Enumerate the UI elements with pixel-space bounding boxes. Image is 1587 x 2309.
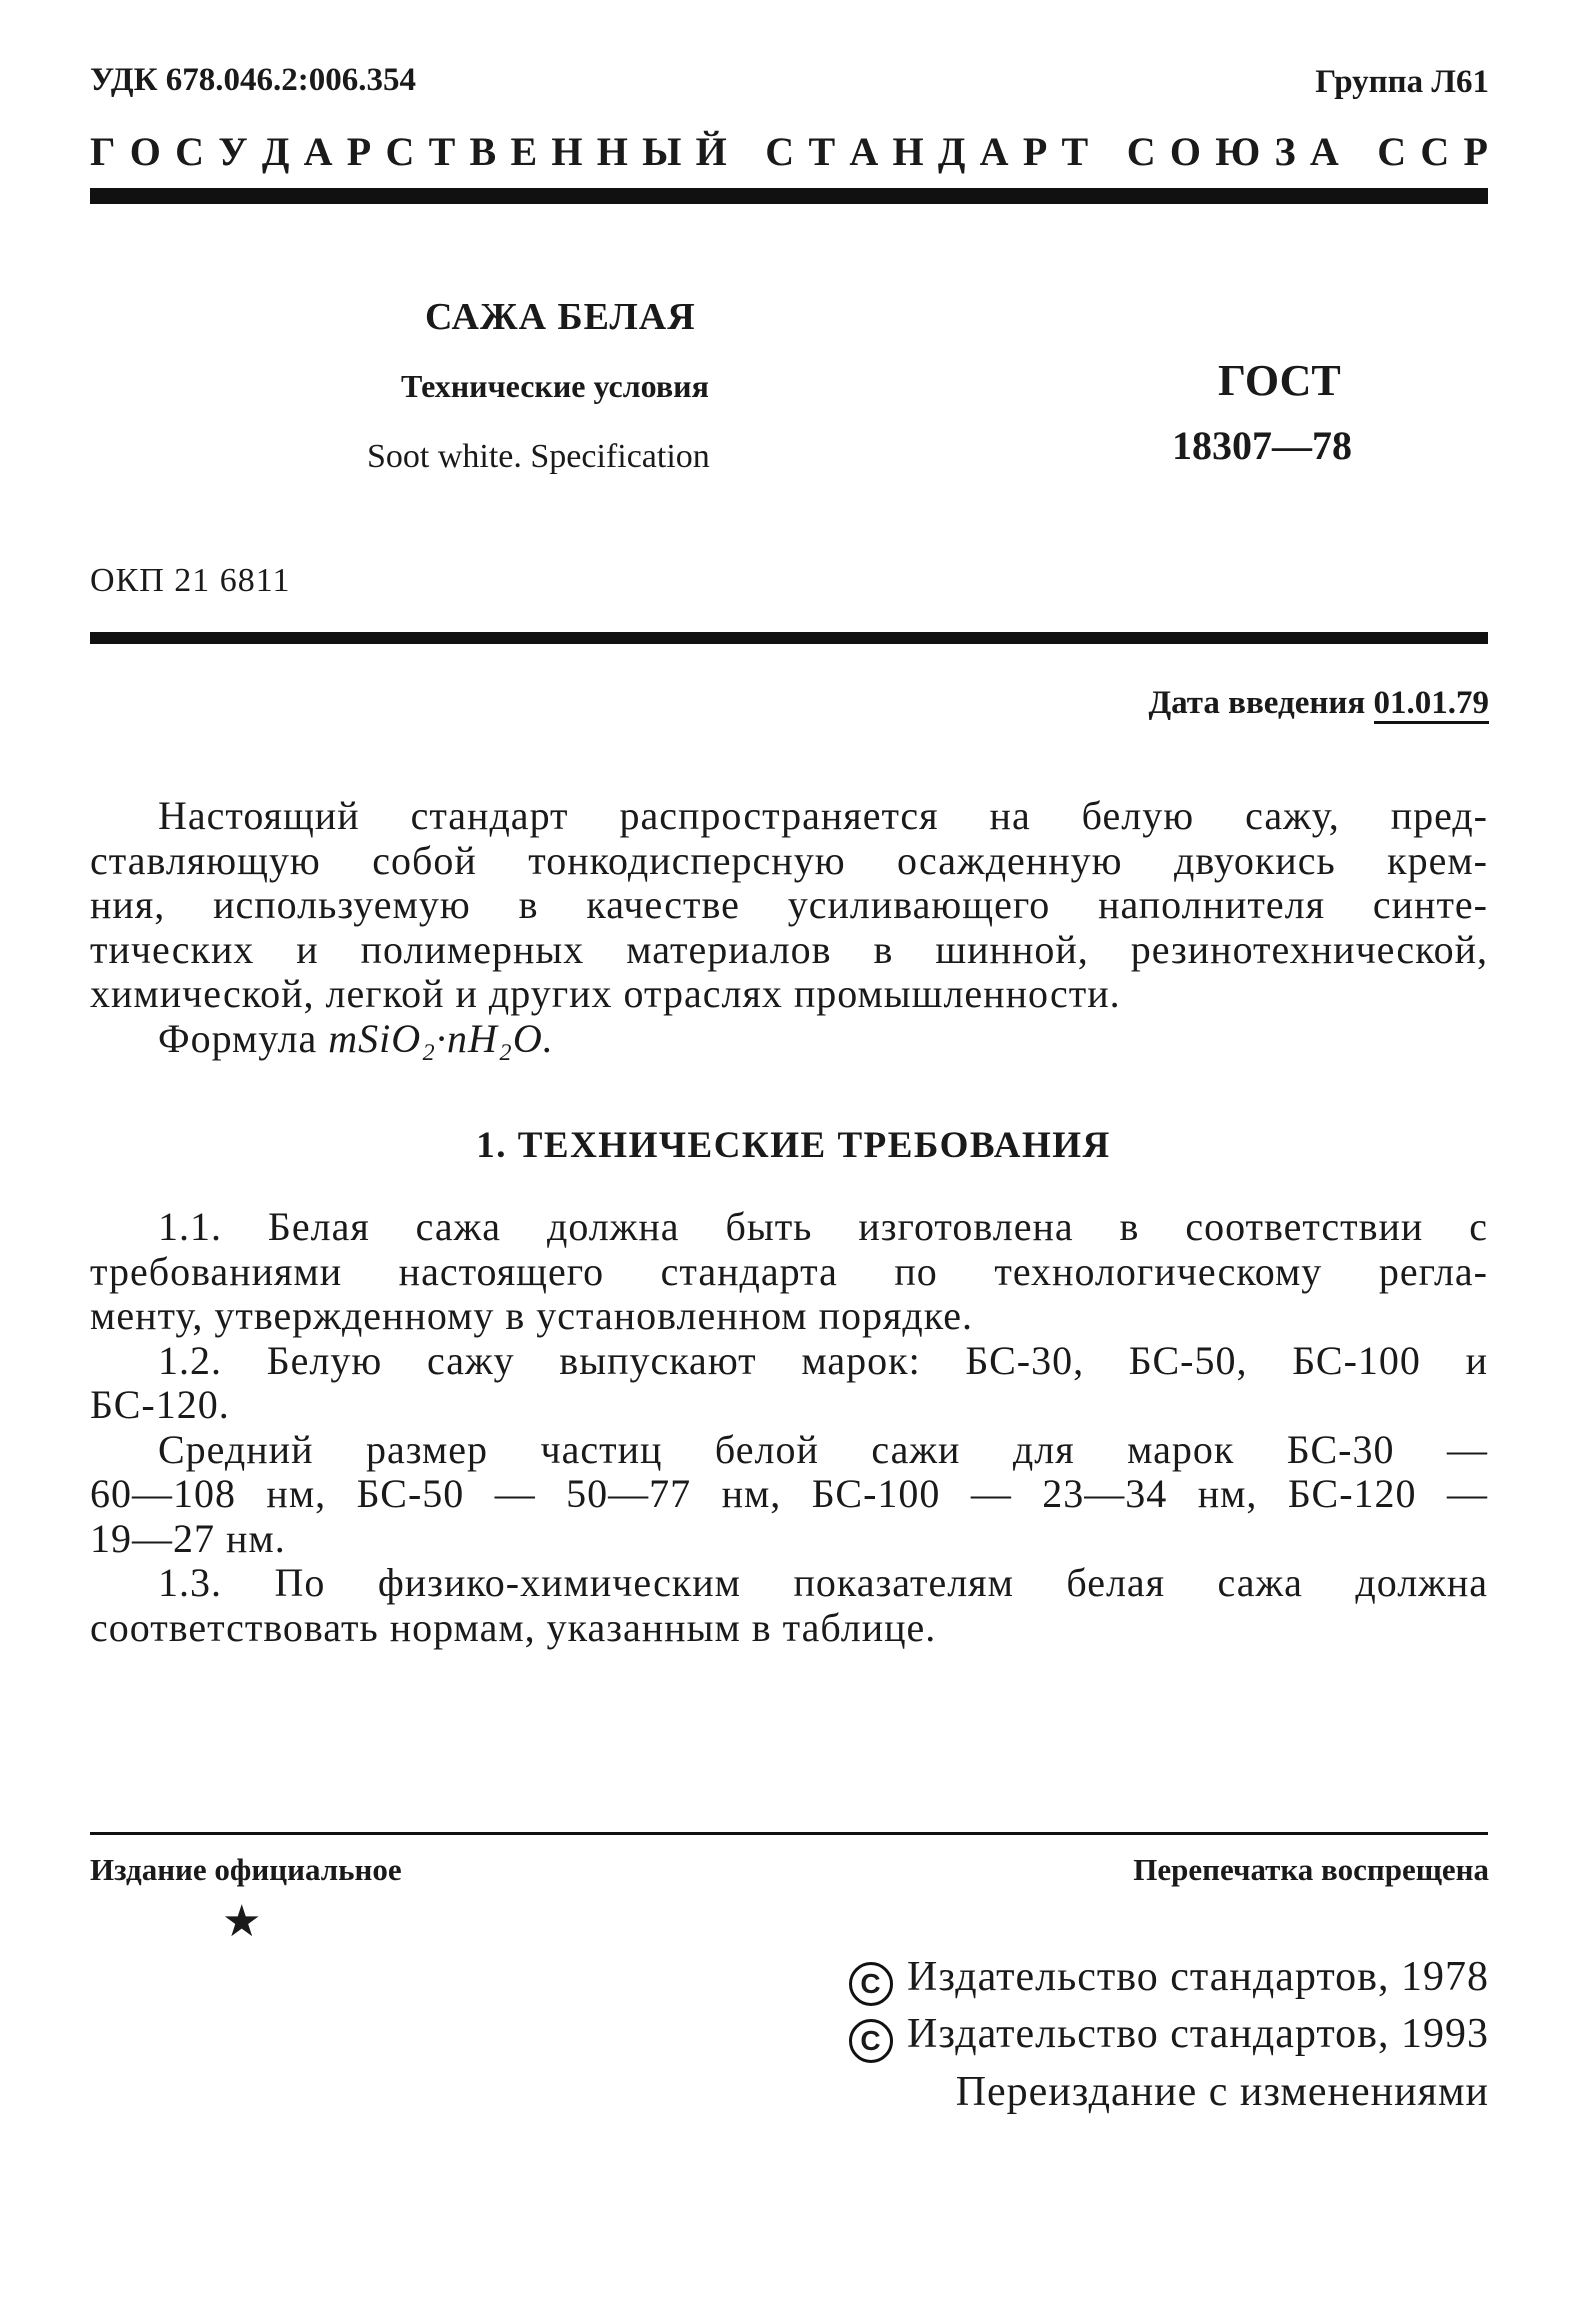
formula-line <box>90 1017 1488 1062</box>
heading-letter: Т <box>808 129 836 174</box>
heading-letter: А <box>1309 129 1339 174</box>
heading-letter: С <box>1420 129 1450 174</box>
heading-letter: Й <box>695 129 727 174</box>
heading-letter: Е <box>510 129 538 174</box>
introduction-date <box>1148 685 1489 722</box>
section-paragraphs <box>90 1205 1488 1650</box>
copyright-icon: C <box>849 1962 893 2006</box>
text-line: 1.3. По физико-химическим показателям белая сажа должна <box>158 1560 1488 1605</box>
state-standard-heading <box>90 128 1488 175</box>
document-title: САЖА БЕЛАЯ <box>425 296 696 338</box>
heading-letter: О <box>129 129 161 174</box>
star-icon: ★ <box>222 1897 262 1946</box>
heading-letter: А <box>849 129 879 174</box>
text-line: 19—27 нм. <box>90 1515 286 1561</box>
heading-letter: А <box>979 129 1009 174</box>
heading-letter: Т <box>1061 129 1089 174</box>
heading-letter: О <box>1169 129 1201 174</box>
heading-letter: Н <box>892 129 924 174</box>
text-line: ния, используемую в качестве усиливающего наполнителя синте- <box>90 882 1488 927</box>
header-rule <box>90 188 1488 204</box>
heading-letter: Н <box>596 129 628 174</box>
text-line: ставляющую собой тонкодисперсную осажденную двуокись крем- <box>90 837 1488 883</box>
heading-letter: Т <box>428 129 456 174</box>
heading-letter: Р <box>346 129 372 174</box>
heading-letter: Ю <box>1215 129 1261 174</box>
copyright-text: Издательство стандартов, 1993 <box>907 2011 1489 2057</box>
text-line: Настоящий стандарт распространяется на белую сажу, пред- <box>158 793 1488 838</box>
heading-letter: Ы <box>642 129 682 174</box>
heading-letter: З <box>1274 129 1296 174</box>
heading-letter: Р <box>1022 129 1048 174</box>
text-line: 1.2. Белую сажу выпускают марок: БС-30, БС-50, БС-100 и <box>158 1337 1488 1383</box>
text-line: БС-120. <box>90 1382 230 1427</box>
heading-letter: У <box>218 129 248 174</box>
date-label: Дата введения <box>1148 685 1366 721</box>
official-edition-label: Издание официальное <box>90 1852 402 1887</box>
copyright-1978 <box>849 1953 1489 2006</box>
section-title: 1. ТЕХНИЧЕСКИЕ ТРЕБОВАНИЯ <box>476 1125 1111 1166</box>
text-line: менту, утвержденному в установленном порядке. <box>90 1293 973 1338</box>
heading-letter: С <box>765 129 795 174</box>
copyright-text: Издательство стандартов, 1978 <box>907 1954 1489 2000</box>
heading-letter: Д <box>937 129 966 174</box>
date-value: 01.01.79 <box>1374 685 1490 724</box>
title-rule <box>90 632 1488 644</box>
group-code: Группа Л61 <box>1315 64 1489 100</box>
heading-letter <box>741 128 751 175</box>
text-line: соответствовать нормам, указанным в таблице. <box>90 1604 937 1650</box>
heading-letter <box>1353 128 1363 175</box>
intro-paragraph <box>90 794 1488 1061</box>
text-line: химической, легкой и других отраслях промышленности. <box>90 971 1121 1016</box>
english-title: Soot white. Specification <box>367 438 710 475</box>
okp-code: ОКП 21 6811 <box>90 562 291 599</box>
reprint-notice: Перепечатка воспрещена <box>1133 1852 1489 1887</box>
footer-rule <box>90 1832 1488 1835</box>
heading-letter <box>1102 128 1112 175</box>
heading-letter: А <box>303 129 333 174</box>
gost-number: 18307—78 <box>1172 423 1352 468</box>
text-line: 1.1. Белая сажа должна быть изготовлена в соответствии с <box>158 1204 1488 1249</box>
udk-code: УДК 678.046.2:006.354 <box>90 62 417 98</box>
copyright-1993 <box>849 2010 1489 2063</box>
heading-letter: С <box>1377 129 1407 174</box>
text-line: тических и полимерных материалов в шинной, резинотехнической, <box>90 926 1488 972</box>
text-line: 60—108 нм, БС-50 — 50—77 нм, БС-100 — 23—34 нм, БС-120 — <box>90 1471 1488 1516</box>
heading-letter: С <box>175 129 204 174</box>
heading-letter: Н <box>551 129 583 174</box>
gost-label: ГОСТ <box>1218 356 1341 405</box>
copyright-icon: C <box>849 2019 893 2063</box>
heading-letter: В <box>469 129 497 174</box>
heading-letter: Р <box>1463 129 1488 174</box>
reissue-note: Переиздание с изменениями <box>955 2069 1489 2115</box>
heading-letter: Г <box>90 129 116 174</box>
text-line: Средний размер частиц белой сажи для марок БС-30 — <box>158 1426 1488 1472</box>
text-line: требованиями настоящего стандарта по технологическому регла- <box>90 1248 1488 1294</box>
heading-letter: С <box>1126 129 1156 174</box>
formula-label: Формула <box>158 1015 318 1061</box>
heading-letter: С <box>385 129 415 174</box>
document-subtitle: Технические условия <box>401 368 709 404</box>
formula: mSiO₂·nH₂O. <box>328 1015 554 1061</box>
heading-letter: Д <box>261 129 290 174</box>
